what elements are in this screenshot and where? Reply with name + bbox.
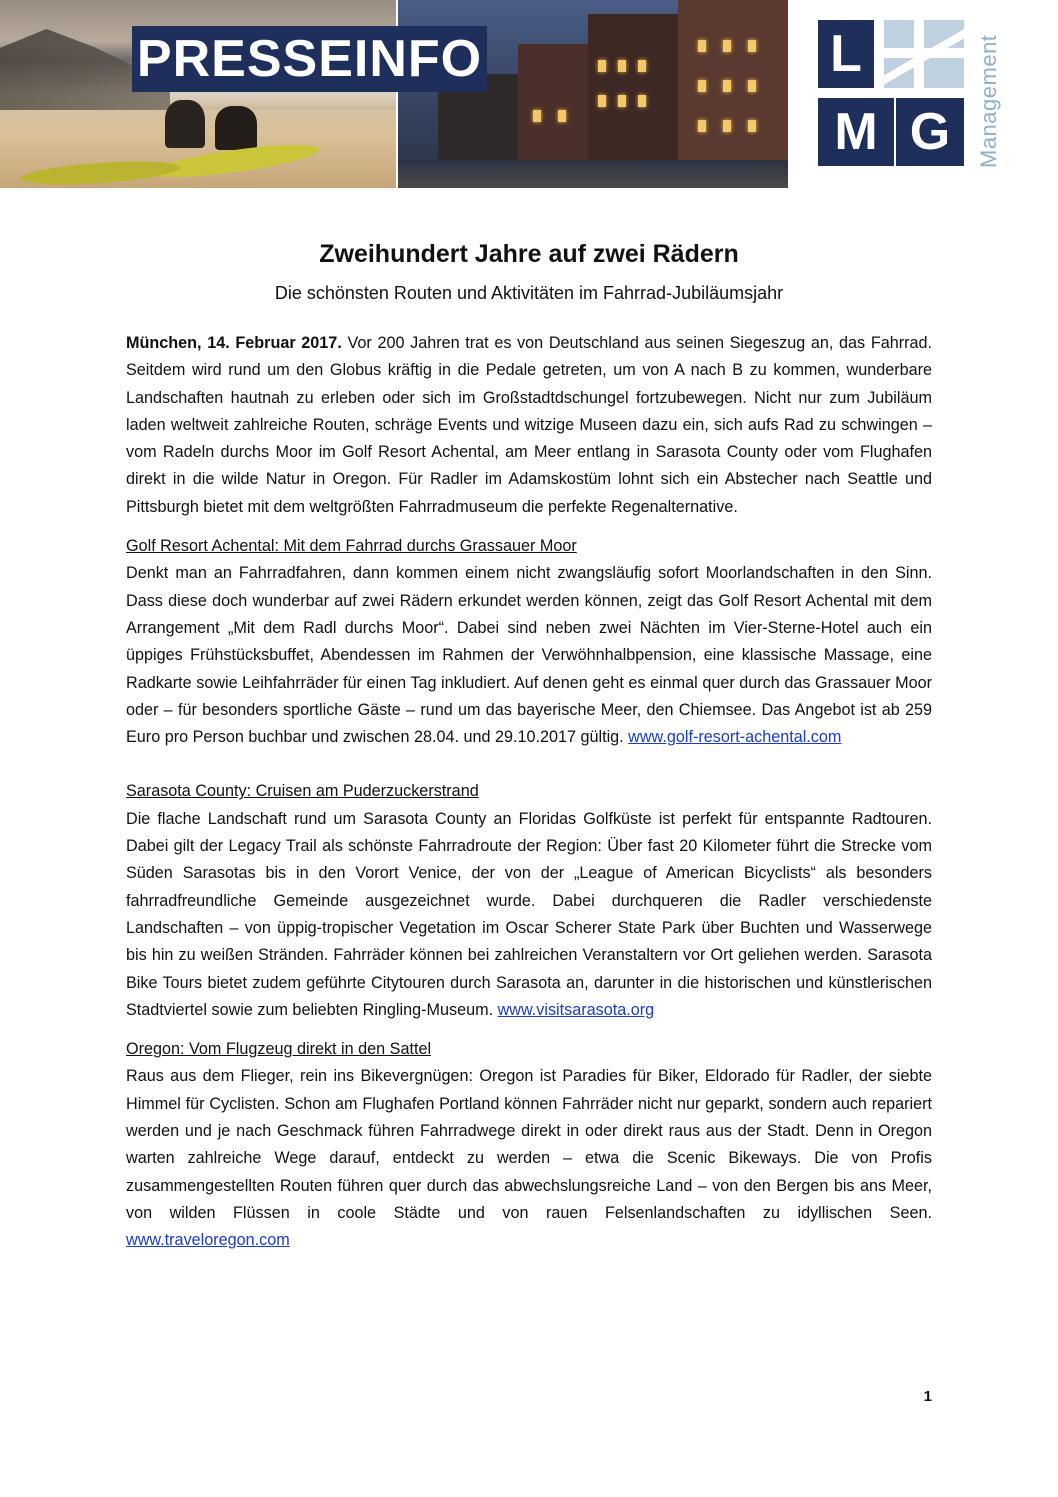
surfboard [19,157,180,188]
section-body-achental: Denkt man an Fahrradfahren, dann kommen einem nicht zwangsläufig sofort Moorlandschaften in den Sinn. Dass diese doch wunderbar auf zwei Rädern erkundet werden können, zeigt das Golf Resort Achental mit dem Arrangement „Mit dem Radl durchs Moor“. Dabei sind neben zwei Nächten im Vier-Sterne-Hotel auch ein üppiges Frühstücksbuffet, Abendessen im Rahmen der Verwöhnhalbpension, eine klassische Massage, eine Radkarte sowie Leihfahrräder für einen Tag inkludiert. Auf denen geht es einmal quer durch das Grassauer Moor oder – für besonders sportliche Gäste – rund um das bayerische Meer, den Chiemsee. Das Angebot ist ab 259 Euro pro Person buchbar und zwischen 28.04. und 29.10.2017 gültig. www.golf-resort-achental.com [126,564,932,747]
article-subtitle: Die schönsten Routen und Aktivitäten im Fahrrad-Jubiläumsjahr [274,283,784,303]
section-body-sarasota: Die flache Landschaft rund um Sarasota County an Floridas Golfküste ist perfekt für entspannte Radtouren. Dabei gilt der Legacy Trail als schönste Fahrradroute der Region: Über fast 20 Kilometer führt die Strecke vom Süden Sarasotas bis in den Vorort Venice, der von der „League of American Bicyclists“ als besonders fahrradfreundliche Gemeinde ausgezeichnet wurde. Dabei durchqueren die Radler verschiedenste Landschaften – von üppig-tropischer Vegetation im Oscar Scherer State Park über Buchten und Wasserwege bis hin zu weißen Stränden. Fahrräder können bei zahlreichen Veranstaltern vor Ort geliehen werden. Sarasota Bike Tours bietet zudem geführte Citytouren durch Sarasota an, darunter in die historischen und künstlerischen Stadtviertel sowie zum beliebten Ringling-Museum. www.visitsarasota.org [126,809,932,1019]
logo-cross-tile [884,20,964,88]
article-title: Zweihundert Jahre auf zwei Rädern [319,240,739,268]
lmg-management-logo [818,20,1018,170]
section-heading-achental: Golf Resort Achental: Mit dem Fahrrad durchs Grassauer Moor [126,537,577,556]
sunbather-figure [215,106,257,150]
section-heading-sarasota: Sarasota County: Cruisen am Puderzuckerstrand [126,782,479,801]
presseinfo-label: PRESSEINFO [132,26,487,92]
logo-letter-g: G [896,98,964,166]
page-number: 1 [923,1388,932,1405]
lead-paragraph [126,330,932,521]
link-visitsarasota[interactable]: www.visitsarasota.org [497,1000,655,1019]
logo-tagline: Management [976,34,1001,168]
link-traveloregon[interactable]: www.traveloregon.com [126,1231,290,1250]
section-heading-oregon: Oregon: Vom Flugzeug direkt in den Sattel [126,1040,432,1059]
section-body-oregon: Raus aus dem Flieger, rein ins Bikevergnügen: Oregon ist Paradies für Biker, Eldorado für Radler, der siebte Himmel für Cyclisten. Schon am Flughafen Portland können Fahrräder nicht nur geparkt, sondern auch repariert werden und je nach Geschmack führen Fahrradwege direkt in oder direkt raus aus der Stadt. Denn in Oregon warten zahlreiche Wege darauf, entdeckt zu werden – etwa die Scenic Bikeways. Die von Profis zusammengestellten Routen führen quer durch das abwechslungsreiche Land – von den Bergen bis ans Meer, von wilden Flüssen in coole Städte und von rauen Felsenlandschaften zu idyllischen Seen. www.traveloregon.com [126,1067,932,1250]
lead-text: Vor 200 Jahren trat es von Deutschland aus seinen Siegeszug an, das Fahrrad. Seitdem wird rund um den Globus kräftig in die Pedale getreten, um von A nach B zu kommen, wunderbare Landschaften hautnah zu erleben oder sich im Großstadtdschungel fortzubewegen. Nicht nur zum Jubiläum laden weltweit zahlreiche Routen, schräge Events und witzige Museen dazu ein, sich aufs Rad zu schwingen – vom Radeln durchs Moor im Golf Resort Achental, am Meer entlang in Sarasota County oder vom Flughafen direkt in die wilde Natur in Oregon. Für Radler im Adamskostüm lohnt sich ein Abstecher nach Seattle und Pittsburgh bietet mit dem weltgrößten Fahrradmuseum die perfekte Regenalternative. [126,334,932,516]
logo-letter-m: M [818,98,894,166]
dateline: München, 14. Februar 2017. [126,334,342,352]
link-golf-resort-achental[interactable]: www.golf-resort-achental.com [628,728,842,747]
logo-letter-l: L [818,20,874,88]
article-body [126,330,932,1255]
header-banner [0,0,1058,190]
sunbather-figure [165,100,205,148]
